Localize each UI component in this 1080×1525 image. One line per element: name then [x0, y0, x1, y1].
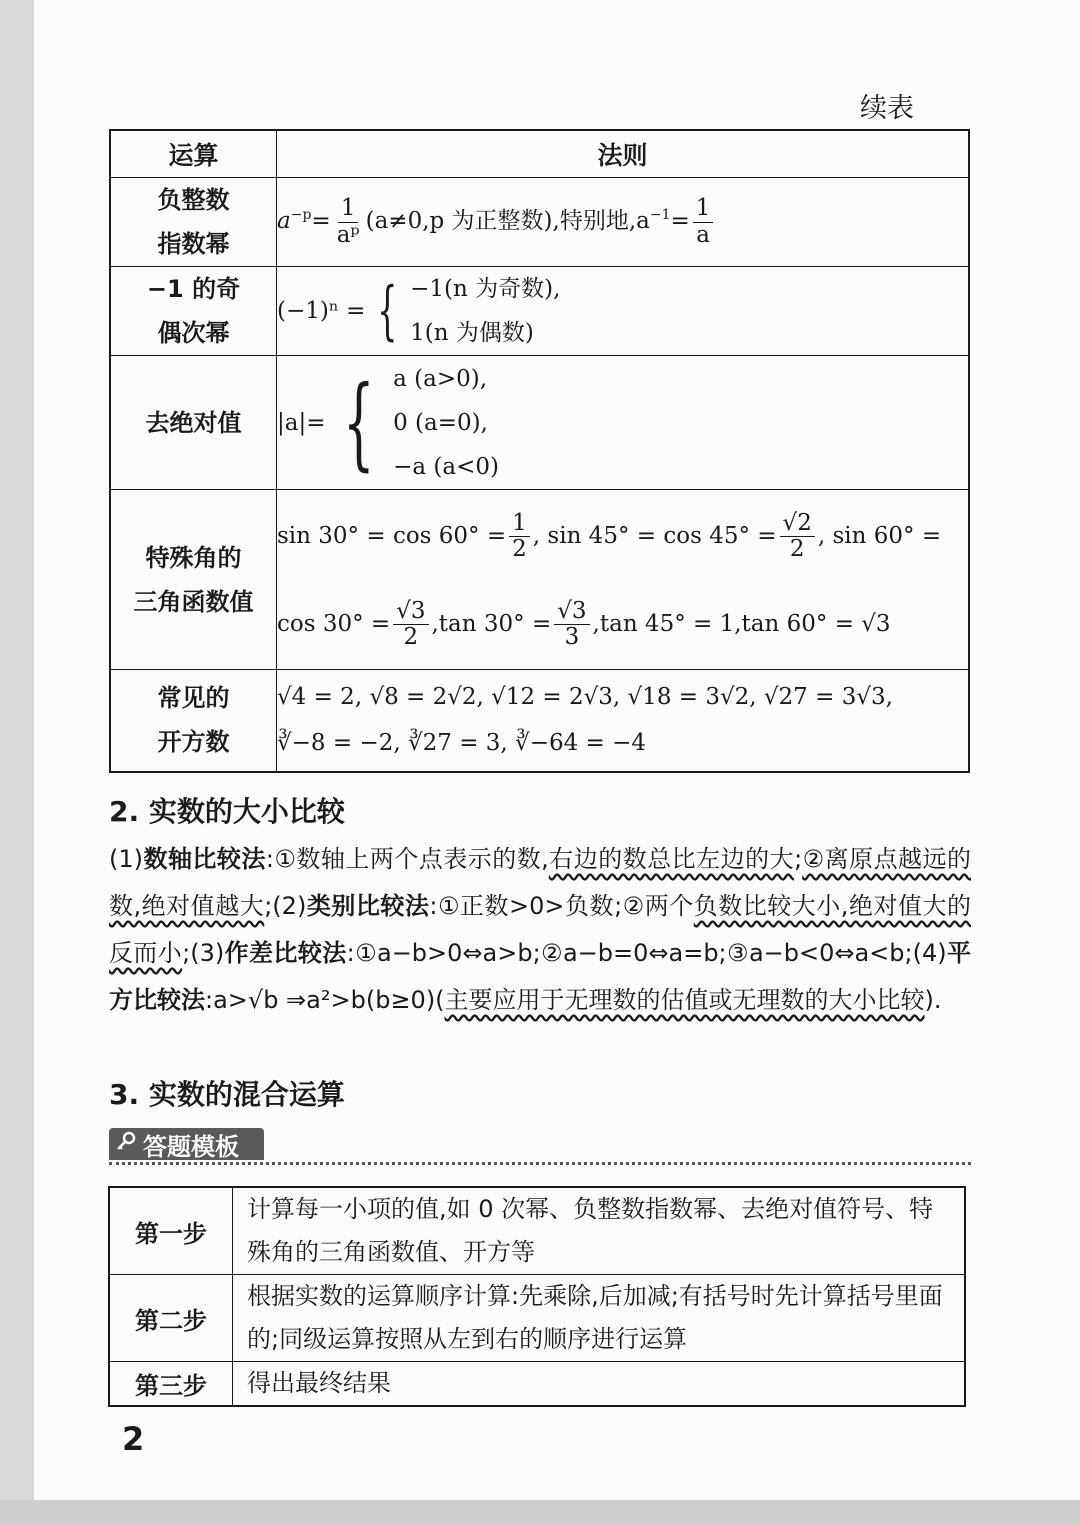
frac-den: 2: [789, 536, 805, 562]
trig-text: ,tan 45° = 1,tan 60° = √3: [592, 610, 891, 637]
fraction: [509, 511, 530, 563]
trig-line: [277, 580, 968, 668]
rule-cell: [277, 670, 970, 772]
trig-text: ,tan 30° =: [431, 610, 552, 637]
section-2-title: 2. 实数的大小比较: [109, 795, 345, 828]
method-name: 数轴比较法: [143, 845, 266, 873]
math-exp: −p: [290, 207, 312, 224]
table-header-row: [110, 130, 969, 178]
op-cell: [110, 670, 277, 772]
key-icon: [115, 1130, 137, 1158]
table-row: [110, 356, 969, 490]
brace-symbol: {: [343, 363, 376, 481]
case: 0 (a=0),: [393, 409, 488, 436]
trig-text: , sin 60° =: [817, 522, 942, 549]
math-exp: −1: [649, 207, 671, 224]
emphasis-text: 右边的数总比左边的大: [548, 845, 795, 873]
op-line: 常见的: [157, 684, 230, 713]
op-line: 偶次幂: [157, 319, 230, 347]
para-text: :a>√b ⇒a²>b(b≥0)(: [205, 986, 445, 1014]
case: −a (a<0): [393, 453, 499, 480]
para-text: :①正数>0>负数;②两个: [429, 892, 694, 920]
table-row: [110, 490, 969, 670]
frac-num: √2: [780, 511, 815, 537]
scan-shadow: [0, 1500, 1080, 1525]
piecewise-cases: [410, 267, 560, 355]
template-bar: [109, 1128, 971, 1165]
emphasis-text: 负数比较大小,绝对值大的反而小: [109, 892, 971, 967]
op-cell: [110, 490, 277, 670]
trig-text: cos 30° =: [277, 610, 391, 637]
method-name: 平方比较法: [109, 939, 971, 1014]
frac-num: 1: [509, 511, 530, 537]
para-text: (1): [109, 845, 143, 873]
op-cell: [110, 267, 277, 356]
para-text: ).: [924, 986, 942, 1014]
frac-den: 3: [564, 624, 580, 650]
fraction: [693, 196, 714, 248]
template-badge: [109, 1128, 264, 1160]
piecewise-lhs: |a|=: [277, 409, 326, 436]
table-row: [109, 1187, 965, 1275]
op-line: 负整数: [157, 186, 230, 214]
rule-cell: [277, 178, 970, 267]
method-name: 作差比较法: [224, 939, 347, 967]
trig-text: , sin 45° = cos 45° =: [532, 522, 777, 549]
frac-num: 1: [338, 196, 359, 222]
trig-line: [277, 492, 968, 580]
step-desc: 计算每一小项的值,如 0 次幂、负整数指数幂、去绝对值符号、特殊角的三角函数值、开方等: [233, 1187, 966, 1275]
template-label: 答题模板: [143, 1132, 239, 1161]
op-line: 三角函数值: [133, 587, 254, 616]
roots-line: √4 = 2, √8 = 2√2, √12 = 2√3, √18 = 3√2, √27 = 3√3,: [277, 684, 893, 711]
para-text: ;(3): [182, 939, 225, 967]
para-text: ;: [794, 845, 803, 873]
case: 1(n 为偶数): [410, 320, 534, 346]
frac-den: a: [696, 221, 710, 248]
rule-cell: [277, 267, 970, 356]
table-row: [110, 267, 969, 356]
frac-den: aᵖ: [336, 221, 360, 248]
rules-table: [109, 129, 970, 773]
step-desc: 得出最终结果: [233, 1362, 966, 1407]
step-label: 第一步: [109, 1187, 233, 1275]
step-desc: 根据实数的运算顺序计算:先乘除,后加减;有括号时先计算括号里面的;同级运算按照从左到右的顺序进行运算: [233, 1275, 966, 1362]
emphasis-text: ②离原点越远的数,绝对值越大: [109, 845, 972, 920]
method-name: 类别比较法: [306, 892, 430, 920]
fraction: [780, 511, 815, 563]
trig-text: sin 30° = cos 60° =: [277, 522, 507, 549]
math-var: a: [277, 208, 291, 234]
roots-line: ∛−8 = −2, ∛27 = 3, ∛−64 = −4: [277, 730, 647, 757]
frac-num: √3: [393, 599, 428, 625]
op-line: −1 的奇: [146, 275, 241, 303]
step-label: 第三步: [109, 1362, 233, 1407]
fraction: [393, 599, 428, 651]
brace-symbol: {: [377, 274, 398, 348]
op-line: 指数幂: [157, 230, 230, 258]
para-text: :①a−b>0⇔a>b;②a−b=0⇔a=b;③a−b<0⇔a<b;(4): [346, 939, 947, 967]
section-2-paragraph: [109, 836, 971, 1024]
rule-cell: [277, 356, 970, 490]
op-cell: [110, 178, 277, 267]
emphasis-text: 主要应用于无理数的估值或无理数的大小比较: [444, 986, 925, 1014]
frac-den: 2: [512, 536, 527, 562]
rule-text: (a≠0,p 为正整数),特别地,a: [365, 208, 650, 234]
page-number: 2: [122, 1420, 145, 1458]
table-row: [109, 1275, 965, 1362]
steps-table: [108, 1186, 966, 1407]
fraction: [554, 599, 589, 651]
header-operation: 运算: [110, 130, 277, 178]
piecewise-lhs: (−1)ⁿ =: [277, 298, 366, 324]
fraction: [334, 196, 363, 248]
table-row: [110, 178, 969, 267]
piecewise: [277, 267, 560, 355]
case: −1(n 为奇数),: [410, 276, 561, 302]
op-line: 特殊角的: [145, 543, 242, 572]
frac-num: 1: [693, 196, 714, 222]
para-text: ;(2): [264, 892, 307, 920]
frac-num: √3: [554, 599, 589, 625]
case: a (a>0),: [393, 365, 488, 392]
continued-label: 续表: [860, 93, 914, 124]
para-text: :①数轴上两个点表示的数,: [265, 845, 549, 873]
table-row: [110, 670, 969, 772]
op-cell: 去绝对值: [110, 356, 277, 490]
rule-cell: [277, 490, 970, 670]
step-label: 第二步: [109, 1275, 233, 1362]
piecewise-cases: [393, 357, 499, 489]
op-line: 开方数: [157, 728, 230, 757]
piecewise: [277, 357, 499, 489]
header-rule: 法则: [277, 130, 970, 178]
math-eq: =: [670, 208, 690, 234]
table-row: [109, 1362, 965, 1407]
frac-den: 2: [403, 624, 419, 650]
math-eq: =: [311, 208, 331, 234]
section-3-title: 3. 实数的混合运算: [109, 1078, 345, 1111]
